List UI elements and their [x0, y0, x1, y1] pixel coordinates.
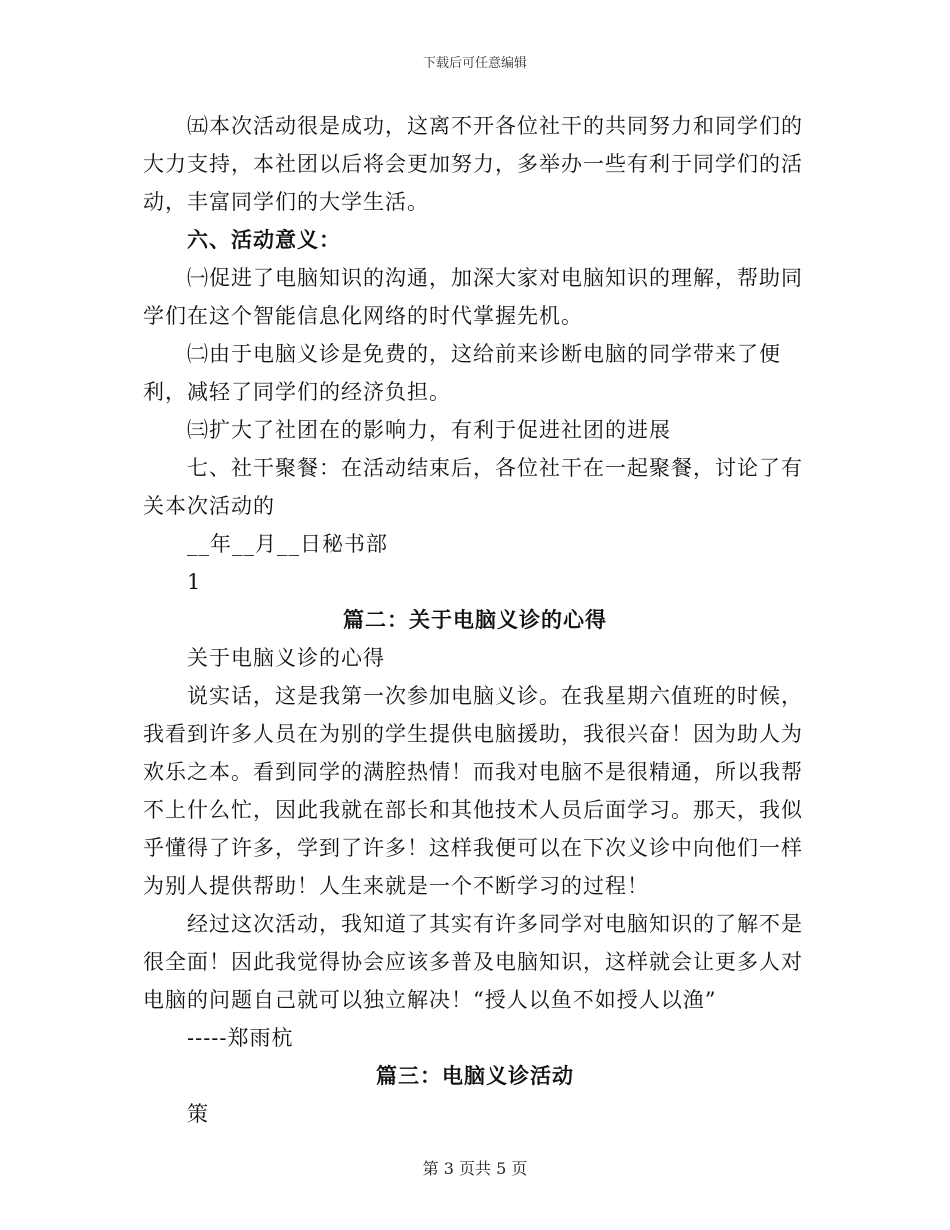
paragraph-dinner: 七、社干聚餐：在活动结束后，各位社干在一起聚餐，讨论了有关本次活动的	[143, 456, 803, 518]
section-title-3: 篇三：电脑义诊活动	[376, 1063, 574, 1088]
subtitle-2: 关于电脑义诊的心得	[187, 646, 385, 670]
page-number-inline: 1	[187, 570, 202, 594]
paragraph-experience: 说实话，这是我第一次参加电脑义诊。在我星期六值班的时候，我看到许多人员在为别的学生提供电脑援助，我很兴奋！因为助人为欢乐之本。看到同学的满腔热情！而我对电脑不是很精通，所以我帮不上什么忙，因此我就在部长和其他技术人员后面学习。那天，我似乎懂得了许多，学到了许多！这样我便可以在下次义诊中向他们一样为别人提供帮助！人生来就是一个不断学习的过程！	[143, 684, 803, 898]
page-header: 下载后可任意编辑	[422, 56, 527, 71]
date-line: __年__月__日秘书部	[187, 532, 388, 556]
paragraph-significance-1: ㈠促进了电脑知识的沟通，加深大家对电脑知识的理解，帮助同学们在这个智能信息化网络的时代掌握先机。	[143, 266, 803, 328]
paragraph-plan-start: 策	[187, 1102, 209, 1126]
section-heading-significance: 六、活动意义：	[187, 227, 341, 252]
paragraph-reflection: 经过这次活动，我知道了其实有许多同学对电脑知识的了解不是很全面！因此我觉得协会应该多普及电脑知识，这样就会让更多人对电脑的问题自己就可以独立解决！“授人以鱼不如授人以渔”	[143, 912, 803, 1012]
signature: -----郑雨杭	[187, 1026, 294, 1050]
section-title-2: 篇二：关于电脑义诊的心得	[343, 607, 607, 632]
document-body	[143, 107, 807, 1133]
paragraph-significance-3: ㈢扩大了社团在的影响力，有利于促进社团的进展	[187, 418, 671, 442]
page-footer: 第 3 页共 5 页	[422, 1159, 528, 1178]
paragraph-activity-success: ㈤本次活动很是成功，这离不开各位社干的共同努力和同学们的大力支持，本社团以后将会更加努力，多举办一些有利于同学们的活动，丰富同学们的大学生活。	[143, 114, 803, 214]
paragraph-significance-2: ㈡由于电脑义诊是免费的，这给前来诊断电脑的同学带来了便利，减轻了同学们的经济负担。	[143, 342, 781, 404]
